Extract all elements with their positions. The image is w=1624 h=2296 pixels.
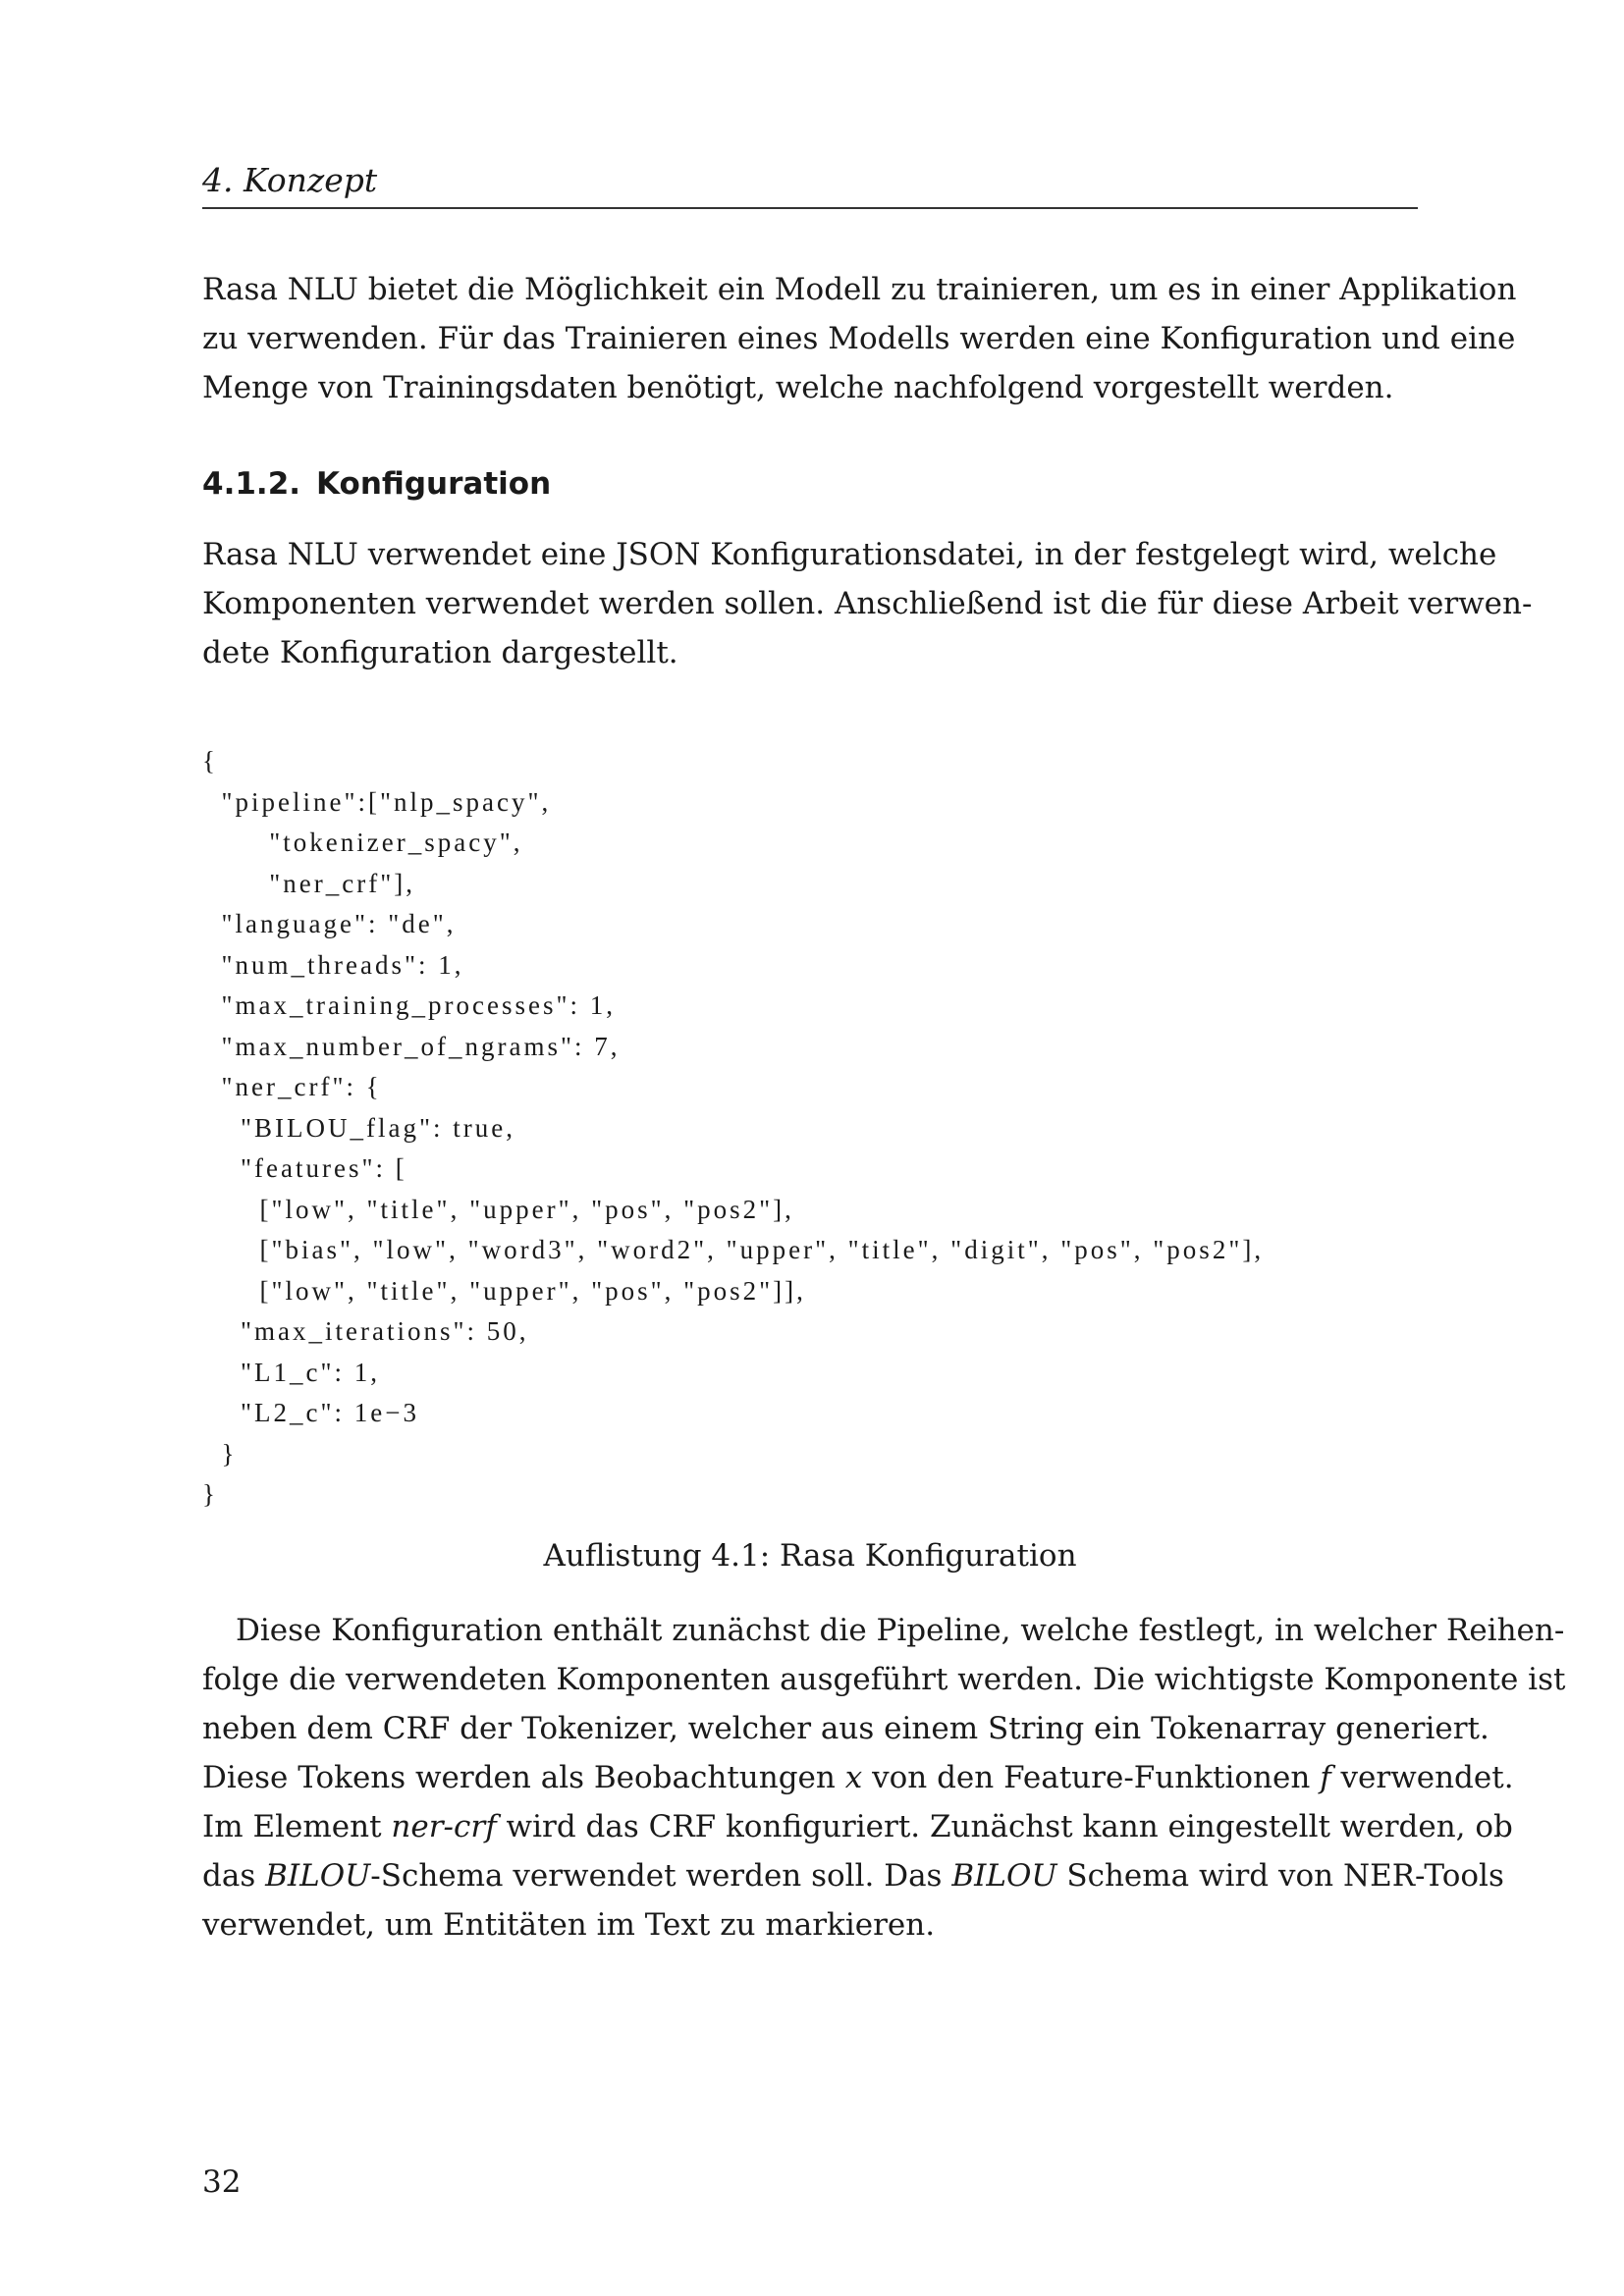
code-line: ["bias", "low", "word3", "word2", "upper", "title", "digit", "pos", "pos2"], (202, 1235, 1265, 1264)
config-paragraph (202, 530, 1533, 677)
code-line: "max_iterations": 50, (202, 1316, 529, 1346)
code-line: { (202, 746, 218, 775)
intro-line-2: zu verwenden. Für das Trainieren eines Modells werden eine Konfiguration und eine (202, 321, 1516, 356)
page-number: 32 (202, 2164, 242, 2200)
running-header: 4. Konzept (202, 161, 378, 199)
code-line: "language": "de", (202, 909, 457, 938)
document-page (202, 0, 1566, 2296)
intro-paragraph (202, 265, 1517, 412)
code-line: "num_threads": 1, (202, 949, 464, 980)
code-line: "max_training_processes": 1, (202, 990, 616, 1020)
code-line: "L2_c": 1e−3 (202, 1398, 419, 1427)
explanation-line-2: folge die verwendeten Komponenten ausgeführt werden. Die wichtigste Komponente ist (202, 1662, 1566, 1697)
code-listing (202, 741, 1264, 1516)
code-line: "BILOU_flag": true, (202, 1112, 515, 1143)
explanation-text: das (202, 1858, 256, 1894)
code-line: ["low", "title", "upper", "pos", "pos2"]], (202, 1275, 806, 1306)
explanation-line-7: verwendet, um Entitäten im Text zu markieren. (202, 1907, 936, 1943)
section-number: 4.1.2. (202, 466, 301, 502)
code-line: "pipeline":["nlp_spacy", (202, 786, 552, 817)
code-line: ["low", "title", "upper", "pos", "pos2"], (202, 1194, 794, 1224)
math-variable-x: x (844, 1760, 863, 1795)
explanation-text: von den Feature-Funktionen (872, 1760, 1311, 1795)
code-line: } (202, 1438, 238, 1468)
explanation-text: Diese Konfiguration enthält zunächst die Pipeline, welche festlegt, in welcher Reihen- (236, 1613, 1565, 1648)
config-line-3: dete Konfiguration dargestellt. (202, 635, 678, 670)
explanation-text: wird das CRF konfiguriert. Zunächst kann eingestellt werden, ob (506, 1809, 1513, 1844)
emphasis-bilou: BILOU (951, 1858, 1057, 1894)
config-line-2: Komponenten verwendet werden sollen. Anschließend ist die für diese Arbeit verwen- (202, 586, 1533, 621)
explanation-paragraph (202, 1606, 1566, 1949)
listing-caption: Auflistung 4.1: Rasa Konfiguration (543, 1538, 1077, 1574)
explanation-text: Schema wird von NER-Tools (1066, 1858, 1504, 1894)
explanation-line-4 (202, 1753, 1514, 1802)
explanation-line-6 (202, 1851, 1504, 1900)
code-line: "features": [ (202, 1153, 407, 1183)
explanation-text: verwendet. (1340, 1760, 1514, 1795)
code-line: "L1_c": 1, (202, 1357, 381, 1387)
emphasis-bilou: BILOU (265, 1858, 371, 1894)
code-line: "tokenizer_spacy", (202, 828, 523, 857)
explanation-line-5 (202, 1802, 1513, 1851)
intro-line-3: Menge von Trainingsdaten benötigt, welche nachfolgend vorgestellt werden. (202, 370, 1394, 405)
emphasis-ner-crf: ner-crf (391, 1809, 497, 1844)
intro-line-1: Rasa NLU bietet die Möglichkeit ein Modell zu trainieren, um es in einer Applikation (202, 272, 1517, 307)
code-line: "max_number_of_ngrams": 7, (202, 1031, 621, 1061)
section-title: Konfiguration (316, 466, 552, 502)
section-heading (202, 459, 551, 508)
explanation-text: Diese Tokens werden als Beobachtungen (202, 1760, 836, 1795)
explanation-line-3: neben dem CRF der Tokenizer, welcher aus einem String ein Tokenarray generiert. (202, 1711, 1489, 1746)
header-rule (202, 207, 1418, 209)
explanation-text: Im Element (202, 1809, 382, 1844)
code-line: "ner_crf"], (202, 868, 415, 898)
explanation-line-1 (202, 1606, 1565, 1655)
code-line: } (202, 1479, 218, 1509)
config-line-1: Rasa NLU verwendet eine JSON Konfigurationsdatei, in der festgelegt wird, welche (202, 537, 1497, 572)
explanation-text: -Schema verwendet werden soll. Das (370, 1858, 943, 1894)
code-line: "ner_crf": { (202, 1072, 382, 1101)
math-variable-f: f (1320, 1760, 1331, 1795)
